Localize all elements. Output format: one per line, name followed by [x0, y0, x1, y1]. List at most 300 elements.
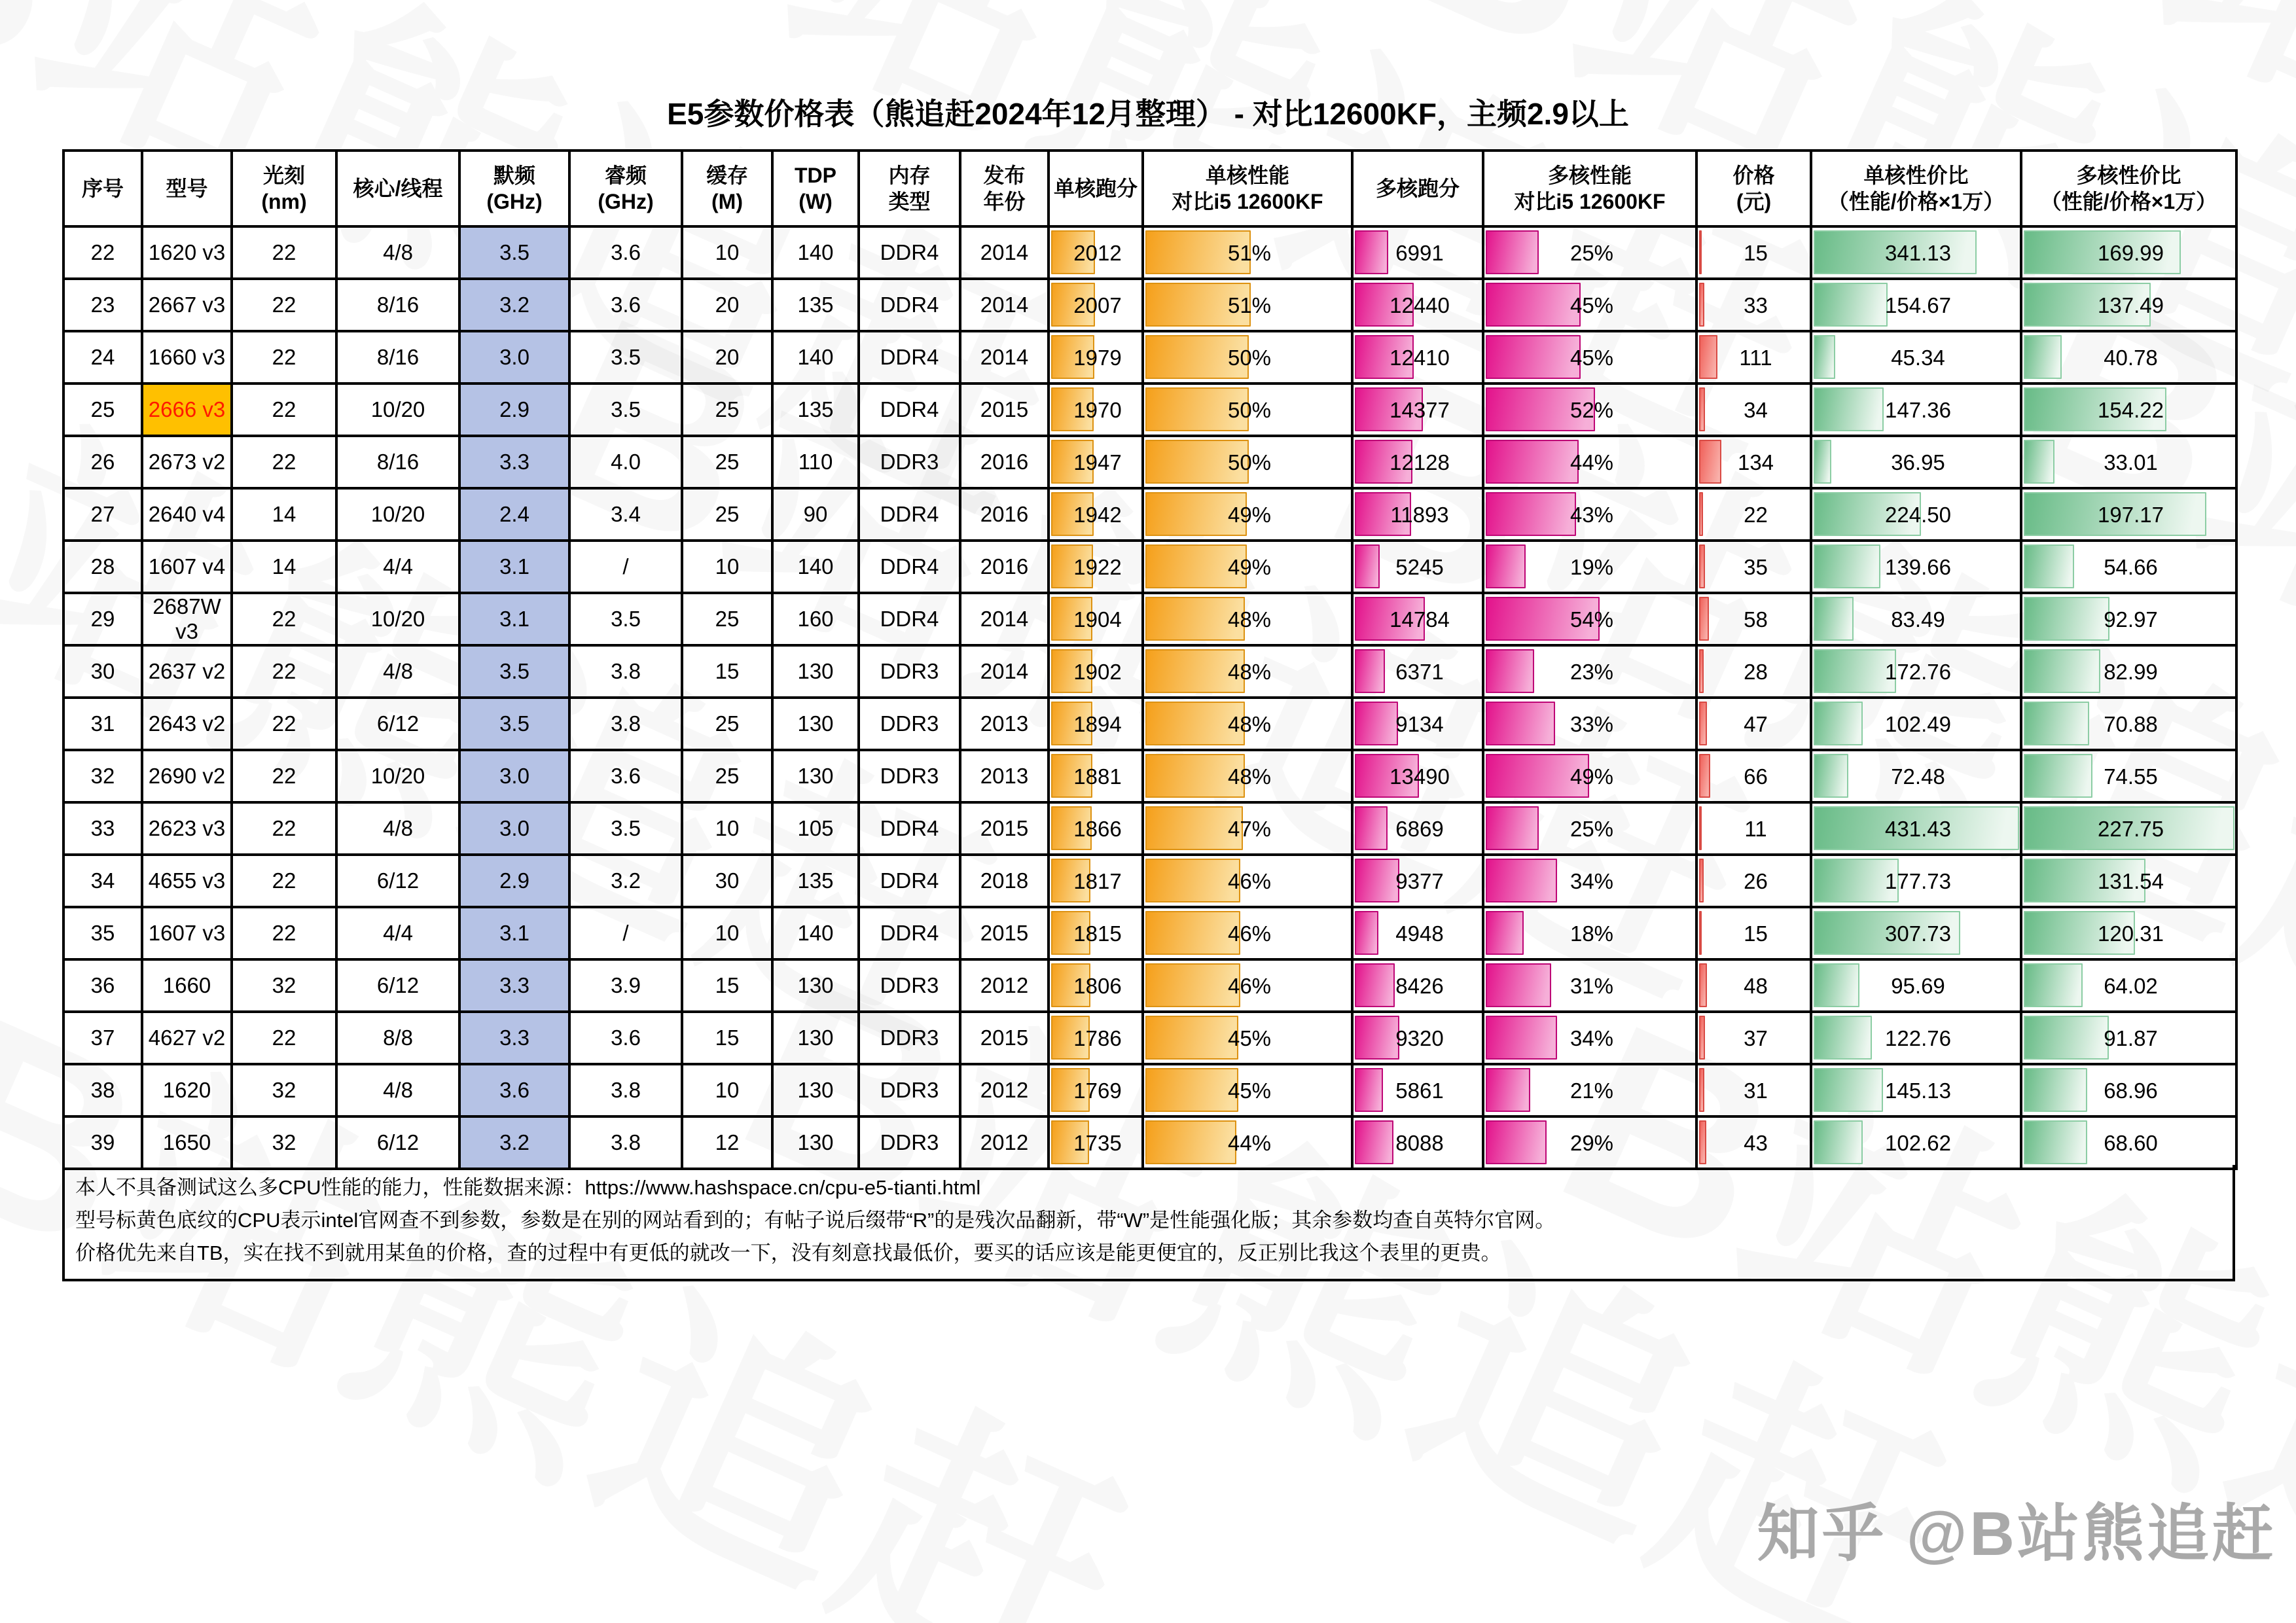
cell-sc: [1049, 226, 1143, 279]
cell-price: [1696, 750, 1811, 802]
cell-scp: [1143, 331, 1352, 383]
cell-nm: 22: [232, 593, 336, 645]
cell-scp: [1143, 802, 1352, 855]
cell-turbo: 3.9: [569, 959, 682, 1012]
cell-model: 1660: [142, 959, 232, 1012]
cell-ct: 4/8: [336, 1064, 459, 1116]
cell-tdp: 130: [772, 1116, 859, 1169]
cell-value: 11: [1744, 816, 1767, 841]
cell-tdp: 130: [772, 645, 859, 698]
cell-cache: 15: [682, 1012, 772, 1064]
cell-price: [1696, 907, 1811, 959]
cell-price: [1696, 1064, 1811, 1116]
cell-sc: [1049, 959, 1143, 1012]
cell-cache: 10: [682, 1064, 772, 1116]
cell-value: 70.88: [2104, 711, 2158, 736]
cell-turbo: 3.2: [569, 855, 682, 907]
cell-price: [1696, 1012, 1811, 1064]
cell-model: 2690 v2: [142, 750, 232, 802]
cell-mv: [2021, 226, 2236, 279]
cell-value: 2012: [1073, 240, 1122, 265]
cell-scp: [1143, 279, 1352, 331]
cell-nm: 32: [232, 1064, 336, 1116]
cell-value: 12440: [1390, 293, 1450, 317]
cell-model: 1650: [142, 1116, 232, 1169]
page-title: E5参数价格表（熊追赶2024年12月整理） - 对比12600KF，主频2.9以上: [667, 97, 1629, 131]
table-row: [63, 1064, 2236, 1116]
cell-no: 37: [63, 1012, 142, 1064]
cell-sc: [1049, 855, 1143, 907]
cell-mv: [2021, 1012, 2236, 1064]
column-header-mv: 多核性价比 （性能/价格×1万）: [2021, 151, 2236, 226]
cell-value: 102.62: [1885, 1130, 1951, 1155]
cell-mc: [1352, 802, 1483, 855]
cell-value: 9320: [1395, 1026, 1444, 1050]
cell-sv: [1811, 802, 2021, 855]
cell-mem: DDR3: [859, 1064, 960, 1116]
cell-value: 9377: [1395, 868, 1444, 893]
cell-mcp: [1483, 1064, 1696, 1116]
cell-base: 3.0: [459, 331, 569, 383]
cell-year: 2018: [960, 855, 1049, 907]
cell-value: 25%: [1570, 240, 1614, 265]
cell-mc: [1352, 959, 1483, 1012]
cell-sc: [1049, 436, 1143, 488]
cell-year: 2014: [960, 226, 1049, 279]
cell-value: 23%: [1570, 659, 1614, 684]
cell-tdp: 130: [772, 1012, 859, 1064]
cell-tdp: 135: [772, 855, 859, 907]
cell-year: 2014: [960, 645, 1049, 698]
cell-base: 3.2: [459, 1116, 569, 1169]
cell-value: 15: [1744, 240, 1768, 265]
cell-value: 147.36: [1885, 397, 1951, 422]
cell-tdp: 105: [772, 802, 859, 855]
cell-value: 45%: [1227, 1026, 1272, 1050]
cell-nm: 32: [232, 1116, 336, 1169]
cell-scp: [1143, 959, 1352, 1012]
cell-year: 2016: [960, 436, 1049, 488]
cell-mv: [2021, 645, 2236, 698]
cell-value: 54%: [1570, 607, 1614, 632]
cell-no: 39: [63, 1116, 142, 1169]
cell-year: 2014: [960, 593, 1049, 645]
cell-mcp: [1483, 436, 1696, 488]
cell-model: 2673 v2: [142, 436, 232, 488]
cell-sc: [1049, 1012, 1143, 1064]
cell-mem: DDR4: [859, 488, 960, 541]
cell-mv: [2021, 1064, 2236, 1116]
cell-value: 43: [1744, 1130, 1768, 1155]
cell-model: 2666 v3: [142, 383, 232, 436]
cell-value: 54.66: [2104, 554, 2158, 579]
cell-sv: [1811, 698, 2021, 750]
cell-value: 58: [1744, 607, 1768, 632]
cell-year: 2015: [960, 907, 1049, 959]
cell-value: 49%: [1570, 764, 1614, 789]
cell-no: 28: [63, 541, 142, 593]
cell-mv: [2021, 907, 2236, 959]
cell-base: 3.1: [459, 593, 569, 645]
cell-value: 25%: [1570, 816, 1614, 841]
table-row: [63, 383, 2236, 436]
cell-sv: [1811, 750, 2021, 802]
cell-mc: [1352, 1012, 1483, 1064]
cell-year: 2014: [960, 279, 1049, 331]
cell-value: 33.01: [2104, 450, 2158, 474]
cell-value: 28: [1744, 659, 1768, 684]
cell-ct: 6/12: [336, 1116, 459, 1169]
cell-scp: [1143, 907, 1352, 959]
cell-turbo: 3.8: [569, 698, 682, 750]
cell-base: 3.0: [459, 750, 569, 802]
cell-mcp: [1483, 802, 1696, 855]
cell-scp: [1143, 698, 1352, 750]
cell-mc: [1352, 541, 1483, 593]
cell-value: 45%: [1227, 1078, 1272, 1103]
cell-mv: [2021, 279, 2236, 331]
cell-nm: 22: [232, 436, 336, 488]
cell-value: 36.95: [1891, 450, 1945, 474]
cell-value: 22: [1744, 502, 1768, 527]
cell-value: 72.48: [1891, 764, 1945, 789]
cell-value: 35: [1744, 554, 1768, 579]
cell-no: 35: [63, 907, 142, 959]
cell-tdp: 110: [772, 436, 859, 488]
cell-turbo: 3.6: [569, 279, 682, 331]
cell-value: 83.49: [1891, 607, 1945, 632]
cell-value: 45.34: [1891, 345, 1945, 370]
cell-value: 11893: [1390, 502, 1449, 527]
cell-turbo: 3.6: [569, 1012, 682, 1064]
column-header-mcp: 多核性能 对比i5 12600KF: [1483, 151, 1696, 226]
table-body: [63, 226, 2236, 1169]
cell-nm: 14: [232, 488, 336, 541]
cell-year: 2013: [960, 750, 1049, 802]
cell-year: 2015: [960, 802, 1049, 855]
cell-sv: [1811, 1012, 2021, 1064]
cell-sv: [1811, 383, 2021, 436]
cell-mv: [2021, 1116, 2236, 1169]
table-row: [63, 959, 2236, 1012]
cell-value: 12128: [1390, 450, 1450, 474]
cell-cache: 25: [682, 593, 772, 645]
cell-value: 64.02: [2104, 973, 2158, 998]
cell-year: 2012: [960, 1064, 1049, 1116]
cell-value: 31: [1744, 1078, 1768, 1103]
cell-scp: [1143, 855, 1352, 907]
cell-sv: [1811, 436, 2021, 488]
table-row: [63, 1116, 2236, 1169]
cell-sv: [1811, 1116, 2021, 1169]
cell-value: 44%: [1227, 1130, 1272, 1155]
cell-base: 2.4: [459, 488, 569, 541]
cell-mc: [1352, 1064, 1483, 1116]
table-row: [63, 698, 2236, 750]
cell-tdp: 130: [772, 698, 859, 750]
cell-cache: 20: [682, 331, 772, 383]
cell-sc: [1049, 907, 1143, 959]
cell-ct: 10/20: [336, 488, 459, 541]
cell-value: 2007: [1073, 293, 1122, 317]
column-header-scp: 单核性能 对比i5 12600KF: [1143, 151, 1352, 226]
table-row: [63, 331, 2236, 383]
cell-ct: 8/16: [336, 436, 459, 488]
cell-tdp: 90: [772, 488, 859, 541]
cell-year: 2012: [960, 959, 1049, 1012]
cell-mem: DDR3: [859, 1116, 960, 1169]
cell-value: 47: [1744, 711, 1768, 736]
footnote-line: 价格优先来自TB，实在找不到就用某鱼的价格，查的过程中有更低的就改一下，没有刻意找最低价，要买的话应该是能更便宜的，反正别比我这个表里的更贵。: [75, 1241, 1501, 1264]
table-row: [63, 593, 2236, 645]
cell-ct: 4/4: [336, 541, 459, 593]
cell-mem: DDR4: [859, 855, 960, 907]
cell-mcp: [1483, 331, 1696, 383]
cell-cache: 10: [682, 541, 772, 593]
cell-cache: 25: [682, 383, 772, 436]
cell-year: 2015: [960, 383, 1049, 436]
column-header-nm: 光刻 (nm): [232, 151, 336, 226]
cell-value: 307.73: [1885, 921, 1951, 946]
cell-turbo: 3.8: [569, 645, 682, 698]
cell-price: [1696, 1116, 1811, 1169]
cell-value: 14784: [1390, 607, 1450, 632]
cell-sc: [1049, 488, 1143, 541]
cell-price: [1696, 331, 1811, 383]
cell-mv: [2021, 331, 2236, 383]
cell-value: 48%: [1227, 659, 1272, 684]
cell-value: 34%: [1570, 868, 1614, 893]
cell-value: 169.99: [2098, 240, 2164, 265]
cell-value: 1881: [1073, 764, 1122, 789]
column-header-tdp: TDP (W): [772, 151, 859, 226]
cell-sv: [1811, 331, 2021, 383]
cell-price: [1696, 593, 1811, 645]
cell-mc: [1352, 1116, 1483, 1169]
cell-mv: [2021, 698, 2236, 750]
cell-cache: 25: [682, 488, 772, 541]
cell-scp: [1143, 1012, 1352, 1064]
cell-mcp: [1483, 1012, 1696, 1064]
cell-no: 23: [63, 279, 142, 331]
cell-mc: [1352, 226, 1483, 279]
cell-no: 31: [63, 698, 142, 750]
cell-value: 1815: [1073, 921, 1122, 946]
cell-model: 1660 v3: [142, 331, 232, 383]
cpu-table: [62, 149, 2238, 1170]
cell-mcp: [1483, 855, 1696, 907]
cell-value: 122.76: [1885, 1026, 1951, 1050]
cell-ct: 4/8: [336, 645, 459, 698]
cell-value: 431.43: [1885, 816, 1951, 841]
cell-nm: 22: [232, 750, 336, 802]
cell-ct: 6/12: [336, 959, 459, 1012]
cell-nm: 22: [232, 331, 336, 383]
cell-no: 34: [63, 855, 142, 907]
cell-value: 8426: [1395, 973, 1444, 998]
footnote-line: 型号标黄色底纹的CPU表示intel官网查不到参数，参数是在别的网站看到的；有帖子说后缀带“R”的是残次品翻新，带“W”是性能强化版；其余参数均查自英特尔官网。: [75, 1209, 1556, 1232]
cell-value: 6991: [1395, 240, 1444, 265]
cell-value: 51%: [1227, 293, 1272, 317]
cell-mv: [2021, 750, 2236, 802]
cell-value: 45%: [1570, 345, 1614, 370]
cell-scp: [1143, 750, 1352, 802]
cell-mem: DDR4: [859, 279, 960, 331]
cell-value: 33%: [1570, 711, 1614, 736]
cell-mcp: [1483, 383, 1696, 436]
cell-sc: [1049, 541, 1143, 593]
cell-base: 3.5: [459, 226, 569, 279]
cell-sv: [1811, 1064, 2021, 1116]
cell-tdp: 140: [772, 226, 859, 279]
cell-model: 1607 v4: [142, 541, 232, 593]
cell-value: 50%: [1227, 450, 1272, 474]
cell-cache: 25: [682, 436, 772, 488]
cell-value: 8088: [1395, 1130, 1444, 1155]
cell-price: [1696, 645, 1811, 698]
cell-mc: [1352, 593, 1483, 645]
cell-year: 2015: [960, 1012, 1049, 1064]
cell-turbo: 4.0: [569, 436, 682, 488]
cell-mem: DDR3: [859, 1012, 960, 1064]
cell-mcp: [1483, 645, 1696, 698]
cell-scp: [1143, 436, 1352, 488]
cell-tdp: 140: [772, 541, 859, 593]
cell-value: 95.69: [1891, 973, 1945, 998]
cell-value: 4948: [1395, 921, 1444, 946]
cell-cache: 15: [682, 645, 772, 698]
cell-base: 3.3: [459, 436, 569, 488]
cell-model: 1607 v3: [142, 907, 232, 959]
cell-value: 1922: [1073, 554, 1122, 579]
cell-mem: DDR4: [859, 802, 960, 855]
cell-scp: [1143, 226, 1352, 279]
cell-value: 34%: [1570, 1026, 1614, 1050]
cell-tdp: 135: [772, 279, 859, 331]
cell-base: 3.5: [459, 645, 569, 698]
cell-turbo: 3.5: [569, 593, 682, 645]
column-header-price: 价格 (元): [1696, 151, 1811, 226]
cell-tdp: 160: [772, 593, 859, 645]
cell-scp: [1143, 1064, 1352, 1116]
cell-model: 2667 v3: [142, 279, 232, 331]
cell-sv: [1811, 959, 2021, 1012]
cell-value: 49%: [1227, 554, 1272, 579]
cell-turbo: 3.6: [569, 226, 682, 279]
cell-price: [1696, 541, 1811, 593]
cell-nm: 22: [232, 645, 336, 698]
cell-value: 131.54: [2098, 868, 2164, 893]
cell-model: 2637 v2: [142, 645, 232, 698]
cell-mem: DDR4: [859, 907, 960, 959]
cell-base: 3.0: [459, 802, 569, 855]
cell-value: 227.75: [2098, 816, 2164, 841]
cell-mc: [1352, 907, 1483, 959]
cell-mem: DDR3: [859, 959, 960, 1012]
cell-mc: [1352, 855, 1483, 907]
cell-value: 34: [1744, 397, 1768, 422]
cell-value: 18%: [1570, 921, 1614, 946]
cell-tdp: 140: [772, 331, 859, 383]
cell-no: 32: [63, 750, 142, 802]
cell-mem: DDR3: [859, 645, 960, 698]
cell-value: 1806: [1073, 973, 1122, 998]
cell-no: 29: [63, 593, 142, 645]
cell-value: 29%: [1570, 1130, 1614, 1155]
cell-value: 154.22: [2098, 397, 2164, 422]
table-row: [63, 279, 2236, 331]
author-watermark: 知乎 @B站熊追赶: [1757, 1499, 2276, 1569]
cell-mv: [2021, 855, 2236, 907]
cell-value: 1894: [1073, 711, 1122, 736]
cell-no: 22: [63, 226, 142, 279]
column-header-sc: 单核跑分: [1049, 151, 1143, 226]
column-header-no: 序号: [63, 151, 142, 226]
cell-cache: 10: [682, 907, 772, 959]
cell-ct: 4/8: [336, 226, 459, 279]
cell-value: 47%: [1227, 816, 1272, 841]
cell-sv: [1811, 488, 2021, 541]
cell-value: 120.31: [2098, 921, 2164, 946]
column-header-model: 型号: [142, 151, 232, 226]
cell-value: 51%: [1227, 240, 1272, 265]
cell-mcp: [1483, 959, 1696, 1012]
cell-mc: [1352, 750, 1483, 802]
cell-mcp: [1483, 488, 1696, 541]
cell-no: 33: [63, 802, 142, 855]
cell-value: 102.49: [1885, 711, 1951, 736]
cell-value: 66: [1744, 764, 1768, 789]
cell-ct: 4/8: [336, 802, 459, 855]
cell-value: 5861: [1395, 1078, 1444, 1103]
cell-value: 1970: [1073, 397, 1122, 422]
cell-tdp: 130: [772, 959, 859, 1012]
cell-value: 21%: [1570, 1078, 1614, 1103]
cell-tdp: 140: [772, 907, 859, 959]
cell-mcp: [1483, 279, 1696, 331]
cell-cache: 20: [682, 279, 772, 331]
cell-mc: [1352, 331, 1483, 383]
cell-nm: 22: [232, 698, 336, 750]
cell-model: 2643 v2: [142, 698, 232, 750]
table-row: [63, 750, 2236, 802]
table-row: [63, 855, 2236, 907]
cell-turbo: 3.5: [569, 802, 682, 855]
cell-value: 172.76: [1885, 659, 1951, 684]
cell-price: [1696, 698, 1811, 750]
cell-nm: 22: [232, 383, 336, 436]
table-row: [63, 541, 2236, 593]
column-header-turbo: 睿频 (GHz): [569, 151, 682, 226]
cell-ct: 6/12: [336, 855, 459, 907]
cell-value: 6869: [1395, 816, 1444, 841]
cell-value: 14377: [1390, 397, 1450, 422]
cell-no: 25: [63, 383, 142, 436]
cell-value: 45%: [1570, 293, 1614, 317]
cell-ct: 10/20: [336, 383, 459, 436]
cell-price: [1696, 488, 1811, 541]
cell-scp: [1143, 541, 1352, 593]
cell-mc: [1352, 383, 1483, 436]
cell-value: 1866: [1073, 816, 1122, 841]
footnote-line: 本人不具备测试这么多CPU性能的能力，性能数据来源：https://www.hashspace.cn/cpu-e5-tianti.html: [75, 1176, 981, 1199]
cell-value: 68.96: [2104, 1078, 2158, 1103]
cell-sc: [1049, 698, 1143, 750]
cell-value: 1947: [1073, 450, 1122, 474]
cell-sv: [1811, 855, 2021, 907]
cell-value: 111: [1739, 345, 1772, 370]
cell-mem: DDR3: [859, 698, 960, 750]
